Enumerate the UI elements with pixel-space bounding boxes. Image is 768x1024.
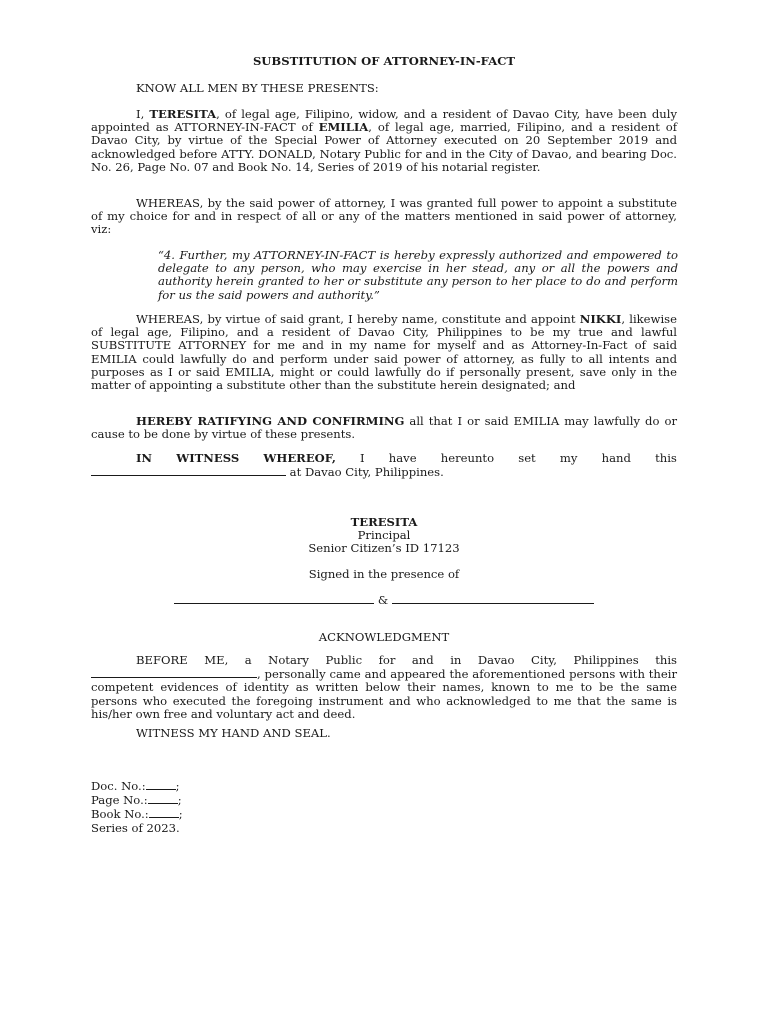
doc-no-blank: [146, 779, 176, 790]
witness-word: hereunto: [440, 451, 495, 465]
witness-word: my: [559, 451, 578, 465]
acknowledgment-body: [91, 667, 677, 721]
text-fragment: I,: [136, 107, 150, 121]
acknowledgment-paragraph: [91, 654, 677, 721]
ampersand: &: [374, 593, 392, 607]
witness-hand-seal: WITNESS MY HAND AND SEAL.: [136, 726, 331, 740]
witness-line: [91, 452, 677, 465]
date-blank: [91, 667, 257, 678]
witness-clause: [91, 452, 677, 479]
book-no-blank: [149, 807, 179, 818]
quoted-provision: “4. Further, my ATTORNEY-IN-FACT is hereby expressly authorized and empowered to delegate to any person, who may exercise in her stead, any or all the powers and authority herein granted to her or substitute any person to her place to do and perform for us the said powers and authority.”: [158, 248, 678, 302]
series-line: Series of 2023.: [91, 820, 180, 835]
witness-word: IN: [136, 451, 153, 465]
text-fragment: , of legal age, married, Filipino, and a resident of Davao City, by virtue of the Special Power of Attorney executed on 20 September 2019 and acknowledged before ATTY. DONALD, Notary Public for and in the City of Davao, and bearing Doc. No. 26, Page No. 07 and Book No. 14, Series of 2019 of his notarial register.: [91, 120, 677, 174]
book-no-line: Book No.: ;: [91, 807, 183, 822]
paragraph-whereas-appoint: [91, 313, 677, 392]
acknowledgment-first-line: BEFORE ME, a Notary Public for and in Davao City, Philippines this: [136, 653, 677, 667]
attorney-name: EMILIA: [318, 120, 369, 135]
substitute-name: NIKKI: [579, 312, 622, 326]
acknowledgment-text: , personally came and appeared the aforementioned persons with their competent evidences of identity as written below their names, known to me to be the same persons who executed the foregoing instrument and who acknowledged to me that the same is his/her own free and voluntary act and deed.: [91, 667, 677, 721]
principal-id: Senior Citizen’s ID 17123: [308, 541, 460, 555]
paragraph-appointment: [91, 108, 677, 174]
notarial-register: [91, 779, 677, 835]
document-title: SUBSTITUTION OF ATTORNEY-IN-FACT: [252, 54, 516, 68]
witness-signature-blank: [174, 593, 374, 604]
witness-word: have: [388, 451, 417, 465]
principal-signature-name: TERESITA: [350, 515, 418, 529]
principal-name: TERESITA: [149, 107, 217, 121]
witness-word: hand: [601, 451, 631, 465]
paragraph-whereas-power: WHEREAS, by the said power of attorney, I was granted full power to appoint a substitute of my choice for and in respect of all or any of the matters mentioned in said power of attorney, viz:: [91, 196, 677, 237]
acknowledgment-title: ACKNOWLEDGMENT: [318, 630, 450, 644]
page-no-blank: [148, 793, 178, 804]
witness-word: set: [518, 451, 536, 465]
text-fragment: all that I or said EMILIA may lawfully do or cause to be done by virtue of these presents.: [91, 414, 677, 442]
witness-word: WHEREOF,: [263, 451, 336, 465]
witness-date-line: [91, 465, 677, 479]
witness-word: this: [655, 451, 677, 465]
book-no-label: Book No.:: [91, 807, 149, 822]
opening-line: KNOW ALL MEN BY THESE PRESENTS:: [136, 81, 379, 95]
page-no-label: Page No.:: [91, 793, 148, 808]
witness-place: at Davao City, Philippines.: [286, 465, 444, 480]
text-fragment: WHEREAS, by virtue of said grant, I hereby name, constitute and appoint: [136, 312, 580, 326]
witness-word: I: [360, 451, 365, 465]
doc-no-label: Doc. No.:: [91, 779, 146, 793]
witness-word: WITNESS: [176, 451, 240, 465]
signed-in-presence: Signed in the presence of: [308, 567, 460, 581]
witness-signature-lines: [0, 593, 768, 607]
text-fragment: , of legal age, Filipino, widow, and a resident of Davao City, have been duly appointed as ATTORNEY-IN-FACT of: [91, 107, 677, 135]
doc-no-line: Doc. No.: ;: [91, 779, 180, 793]
principal-role: Principal: [357, 528, 411, 542]
date-blank: [91, 465, 286, 476]
paragraph-ratifying: [91, 415, 677, 441]
witness-signature-blank: [392, 593, 594, 604]
text-fragment: , likewise of legal age, Filipino, and a resident of Davao City, Philippines to be my true and lawful SUBSTITUTE ATTORNEY for me and in my name for myself and as Attorney-In-Fact of said EMILIA could lawfully do and perform under said power of attorney, as fully to all intents and purposes as I or said EMILIA, might or could lawfully do if personally present, save only in the matter of appointing a substitute other than the substitute herein designated; and: [91, 312, 677, 393]
page-no-line: Page No.: ;: [91, 793, 182, 808]
ratifying-heading: HEREBY RATIFYING AND CONFIRMING: [136, 414, 405, 428]
